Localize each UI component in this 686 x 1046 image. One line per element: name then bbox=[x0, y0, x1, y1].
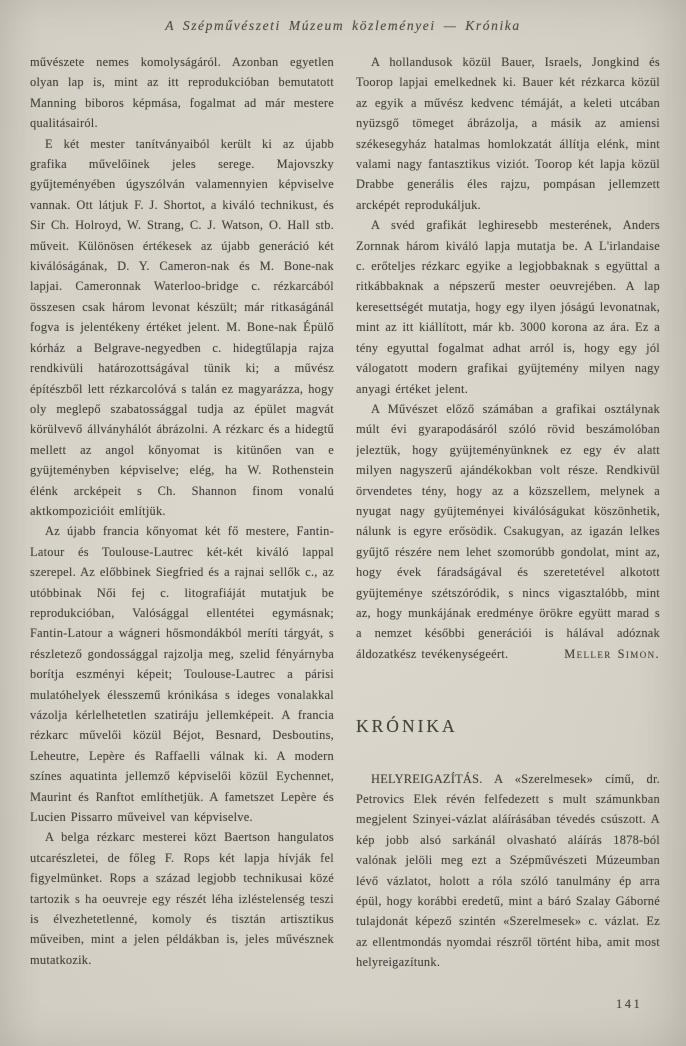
closing-paragraph-text: A Művészet előző számában a grafikai osztálynak múlt évi gyarapodásáról szóló rövid beszámolóban jeleztük, hogy gyüjteményünknek ez egy év alatt milyen nagyszerű ajándékokban volt része. Rendkivül örvendetes tény, hogy az a közszellem, melynek a nyugat nagy gyüjteményei kiválóságukat köszönhetik, nálunk is egyre erősödik. Csakugyan, az igazán lelkes gyűjtő részére nem lehet szomorúbb gondolat, mint az, hogy évek fáradságával és szeretetével alkotott gyüjteménye szétszóródik, s nincs vigasztalóbb, mint az, hogy munkájának eredménye örökre együtt marad s a nemzet későbbi generációi is hálával adóznak áldozatkész tevékenységeért. bbox=[356, 401, 660, 661]
author-signature: Meller Simon. bbox=[564, 646, 660, 661]
paragraph: E két mester tanítványaiból került ki az újabb grafika művelőinek jeles serege. Majovszky gyűjteményében úgyszólván valamennyien képviselve vannak. Ott látjuk F. J. Shortot, a kiváló technikust, és Sir Ch. Holroyd, W. Strang, C. J. Watson, O. Hall stb. műveit. Különösen értékesek az újabb generáció két kiválóságának, D. Y. Cameron-nak és M. Bone-nak lapjai. Cameronnak Waterloo-bridge c. rézkarcából összesen csak három levonat készült; már ritkaságánál fogva is jelentékeny értéket jelent. M. Bone-nak Épülő kórház a Belgrave-negyedben c. hidegtűlapja rajza rendkivüli határozottságával tünik ki; a művész építészből lett rézkarcolóvá s talán ez magyarázza, hogy oly meglepő szabatossággal tudja az épület magvát körülvevő állványhálót ábrázolni. A rézkarc és a hidegtű mellett az angol kőnyomat is kitünően van e gyüjteményben képviselve; elég, ha W. Rothenstein élénk arcképeit s Ch. Shannon finom vonalú aktkompozicióit említjük. bbox=[30, 136, 334, 518]
right-paragraphs bbox=[356, 52, 660, 399]
kronika-correction-paragraph: HELYREIGAZÍTÁS. A «Szerelmesek» című, dr. Petrovics Elek révén felfedezett s mult számunkban megjelent Szinyei-vázlat aláírásában tévedés csúszott. A kép jobb alsó sarkánál olvasható aláírás 1878-ból valónak jelöli meg ezt a Szépművészeti Múzeumban lévő vázlatot, holott a róla szóló tanulmány ép arra épül, hogy korábbi eredetű, mint a báró Szalay Gáborné tulajdonát képező szintén «Szerelmesek» c. vázlat. Ez az ellentmondás nyomdai részről történt hiba, amit most helyreigazítunk. bbox=[356, 771, 660, 970]
text-columns bbox=[30, 52, 660, 1012]
paragraph: Az újabb francia kőnyomat két fő mestere, Fantin-Latour és Toulouse-Lautrec két-két kiváló lappal szerepel. Az előbbinek Siegfried és a rajnai sellők c., az utóbbinak Női fej c. litografiáját mutatjuk be reprodukcióban, Valósággal ellentétei egymásnak; Fantin-Latour a wágneri hősmondákból meríti tárgyát, s részletező gondossággal rajzolja meg, szelid fényárnyba borítja eszményi képeit; Toulouse-Lautrec a párisi mulatóhelyek élesszemű krónikása s ideges vonalakkal vázolja kérlelhetetlen szatiráju jellemképeit. A francia rézkarc művelői közül Béjot, Besnard, Desboutins, Leheutre, Lepère és Raffaelli válnak ki. A modern színes aquatinta jellemző képviselői közül Eychennet, Maurint és Ranftot említhetjük. A fametszet Lepère és Lucien Pissarro műveivel van képviselve. bbox=[30, 524, 334, 825]
running-header: A Szépművészeti Múzeum közleményei — Krónika bbox=[165, 18, 521, 33]
paragraph bbox=[356, 399, 660, 664]
column-right bbox=[356, 52, 660, 1012]
paragraph: művészete nemes komolyságáról. Azonban egyetlen olyan lap is, mint az itt reprodukcióban bemutatott Manning biboros képmása, fogalmat ad már mestere qualitásairól. bbox=[30, 55, 334, 131]
paragraph: A belga rézkarc mesterei közt Baertson hangulatos utcarészletei, de főleg F. Rops két lapja hívják fel figyelmünket. Rops a század legjobb technikusai közé tartozik s ha oeuvreje egy részét léha izléstelenség teszi is élvezhetetlenné, komoly és tisztán artisztikus műveiben, mint a jelen példákban is, jeles művésznek mutatkozik. bbox=[30, 830, 334, 967]
column-left bbox=[30, 52, 334, 1012]
paragraph: A hollandusok közül Bauer, Israels, Jongkind és Toorop lapjai emelkednek ki. Bauer két rézkarca közül az egyik a művész kedvenc témáját, a keleti utcában nyüzsgő tömeget ábrázolja, a másik az amiensi székesegyház hatalmas homlokzatát állítja elénk, mint valami nagy fantasztikus viziót. Toorop két lapja közül Drabbe generális éles rajzu, pompásan jellemzett arcképét reprodukáljuk. bbox=[356, 55, 660, 212]
paragraph: A svéd grafikát leghiresebb mesterének, Anders Zornnak három kiváló lapja mutatja be. A L'irlandaise c. erőteljes rézkarc egyike a legjobbaknak s együttal a ritkábbaknak a népszerű mester oeuvrejében. A lap keresettségét mutatja, hogy egy ilyen jóságú levonatnak, mint az itt kiállított, már kb. 3000 korona az ára. Ez a tény egyuttal fogalmat adhat arról is, hogy egy jól válogatott modern grafikai gyüjtemény milyen nagy anyagi értéket jelent. bbox=[356, 218, 660, 396]
page-number: 141 bbox=[616, 997, 643, 1011]
section-heading-kronika: KRÓNIKA bbox=[356, 716, 458, 737]
